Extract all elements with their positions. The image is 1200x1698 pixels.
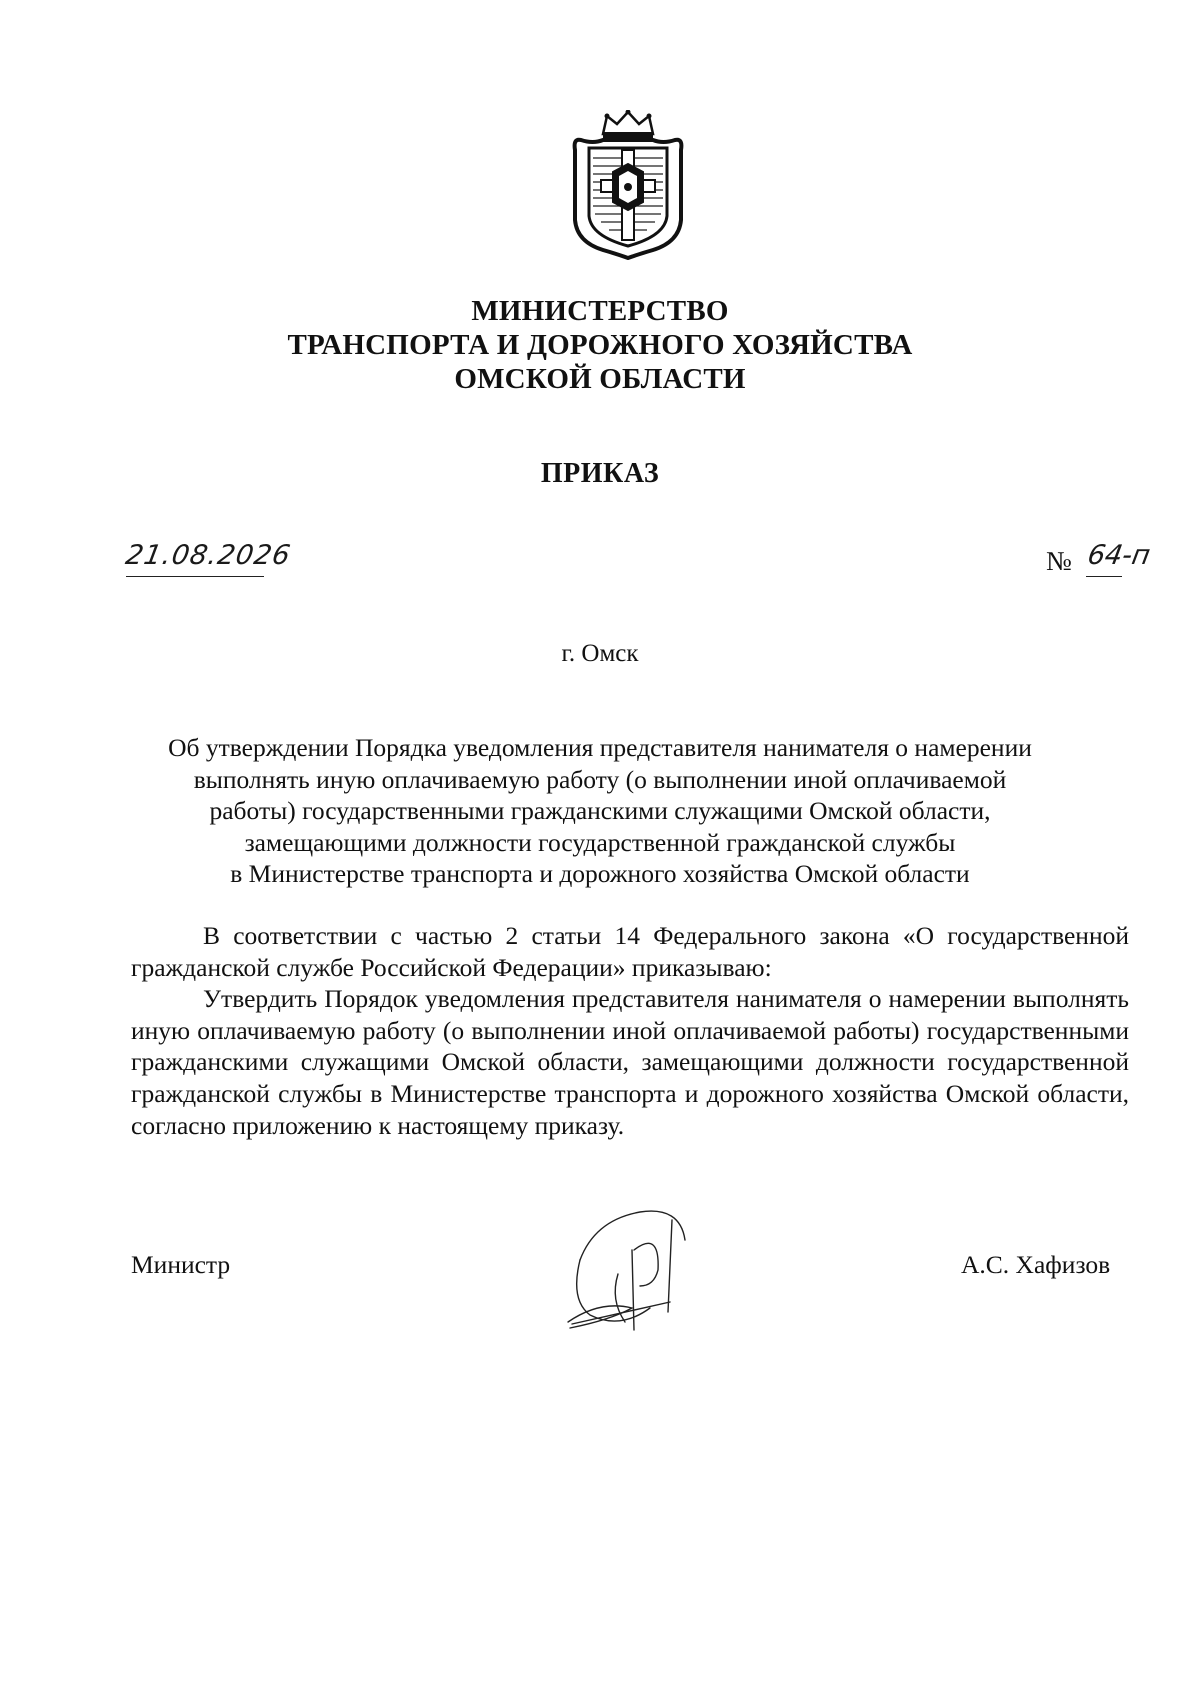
body-paragraph-basis: В соответствии с частью 2 статьи 14 Федерального закона «О государственной гражданской службе Российской Федерации» приказываю: <box>131 921 1129 982</box>
document-city: г. Омск <box>561 640 639 667</box>
document-number <box>1046 540 1156 584</box>
title-line-4: замещающими должности государственной гражданской службы <box>244 827 956 857</box>
document-date-value: 21.08.2026 <box>123 540 294 571</box>
document-type-heading: ПРИКАЗ <box>540 458 660 489</box>
ministry-name-line-3: ОМСКОЙ ОБЛАСТИ <box>454 363 746 395</box>
ministry-name-line-1: МИНИСТЕРСТВО <box>471 295 729 327</box>
title-line-2: выполнять иную оплачиваемую работу (о выполнении иной оплачиваемой <box>193 764 1007 794</box>
document-number-prefix: № <box>1046 546 1072 576</box>
document-date <box>123 540 294 584</box>
document-number-value: 64-п <box>1085 540 1153 571</box>
number-underline <box>1086 576 1122 577</box>
document-body <box>131 920 1129 1141</box>
ministry-name-line-2: ТРАНСПОРТА И ДОРОЖНОГО ХОЗЯЙСТВА <box>287 329 913 361</box>
date-underline <box>126 576 264 577</box>
body-paragraph-order: Утвердить Порядок уведомления представителя нанимателя о намерении выполнять иную оплачиваемую работу (о выполнении иной оплачиваемой работы) государственными гражданскими служащими Омской области, замещающими должности государственной гражданской службы в Министерстве транспорта и дорожного хозяйства Омской области, согласно приложению к настоящему приказу. <box>131 984 1129 1140</box>
signer-name: А.С. Хафизов <box>961 1250 1111 1279</box>
coat-of-arms-icon <box>567 110 689 260</box>
title-line-3: работы) государственными гражданскими служащими Омской области, <box>209 796 991 825</box>
title-line-5: в Министерстве транспорта и дорожного хозяйства Омской области <box>230 859 970 888</box>
title-line-1: Об утверждении Порядка уведомления представителя нанимателя о намерении <box>168 733 1032 762</box>
handwritten-signature-icon <box>550 1190 750 1340</box>
document-title <box>120 732 1080 890</box>
signer-position: Министр <box>131 1250 231 1279</box>
